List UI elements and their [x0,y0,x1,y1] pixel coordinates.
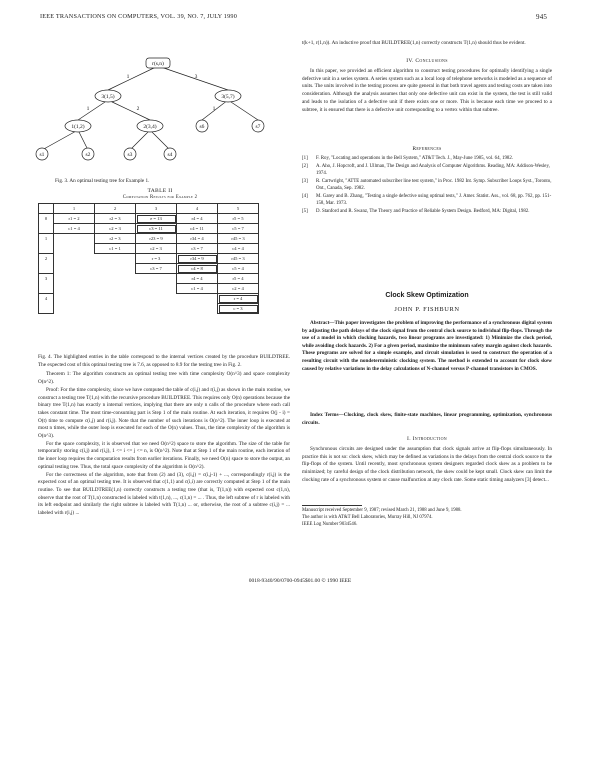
table-cell [136,294,177,304]
paper-author: JOHN P. FISHBURN [394,306,460,313]
table-cell: r23 = 9 [136,234,177,244]
table-cell [54,254,95,264]
table-cell: r4 = 4 [177,214,218,224]
table-cell: c = 3 [218,304,259,314]
reference-text: A. Aho, J. Hopcroft, and J. Ullman, The Design and Analysis of Computer Algorithms. Reading, MA: Addison-Wesley, 1974. [316,164,550,176]
table-cell [54,264,95,274]
edge-label: 2 [136,106,140,112]
tree-edge [158,66,228,90]
tree-edge [228,100,258,120]
introduction-text: Synchronous circuits are designed under the assumption that clock signals arrive at flip-flops simultaneously. In practice this is not so: clock skew, which may be defined as variations in the delays from the central clock source to the flip-flops of the system. Until recently, most synchronous system designers regarded clock skew as a problem to be minimized; by careful design of the clock distribution network, the skew could be kept small. Clock skew can limit the clocking rate of a synchronous system or cause malfunction at any clock rate. Some static timing analyzers [3] detect... [302,446,552,483]
table-cell [54,244,95,254]
table-cell: c5 = 7 [218,224,259,234]
table-row [39,244,259,254]
node-label: 2(3,4) [143,124,157,130]
table-cell: c4 = 11 [177,224,218,234]
table-cell [54,284,95,294]
node-label: 3(5,7) [221,94,235,100]
right-column-continuation: t(k+1, r(1,n)). An inductive proof that BUILDTREE(1,n) correctly constructs T(1,n) should thus be evident. [302,40,526,46]
table-row-index: 3 [39,274,54,284]
fig4-caption: Fig. 4. The highlighted entries in the table correspond to the internal vertices created by the procedure BUILDTREE. The expected cost of this optimal testing tree is 7.6, as opposed to 8.9 for the testing tree in Fig. 2. [38,354,290,368]
table-header-row [39,204,259,214]
tree-edge [78,130,88,150]
table-cell [54,294,95,304]
table-row [39,264,259,274]
table-cell: c4 = 4 [218,244,259,254]
table-cell [54,274,95,284]
reference-number: [3] [302,179,308,184]
table-cell: c1 = 1 [95,244,136,254]
proof-paragraph: Proof: For the time complexity, since we have computed the table of c(i,j) and r(i,j) as shown in the main routine, we construct a testing tree T(1,n) with the recursive procedure BUILDTREE. This requires only O(n) operations because the binary tree T(1,n) has exactly n internal vertices, implying that there are only n calls of the procedure where each call takes constant time. The most time-consuming part is Step 1 of the main routine. At each iteration, it requires O(j - i) = O(t) time to compute c(i,j) and r(i,j). Note that the number of such iterations is O(n^2). The inner loop is executed at most n times, while the outer loop is executed for each of the O(n) values. Thus, the time complexity of the algorithm is O(n^3). [38,386,290,440]
tree-edge [108,100,150,120]
edge-label: 1 [126,74,130,80]
table-cell [95,284,136,294]
conclusions-heading: IV. Conclusions [406,58,448,64]
introduction-heading: I. Introduction [407,436,447,442]
reference-item [302,163,552,177]
table-cell: r5 = 5 [218,214,259,224]
table-row-index: 2 [39,254,54,264]
figure-caption: Fig. 3. An optimal testing tree for Example 1. [55,178,150,184]
reference-item [302,178,552,192]
reference-text: R. Cartwright, "ATTE automated subscriber line test system," in Proc. 1982 Int. Symp. Subscriber Loops Syst., Toronto, Ont., Canada, Sep. 1982. [316,179,552,191]
paper-abstract: Abstract—This paper investigates the problem of improving the performance of a synchronous digital system by adjusting the path delays of the clock signal from the central clock source to individual flip-flops. Through the use of a model in which clocking hazards, two linear programs are investigated: 1) Minimize the clock period, while avoiding clock hazards. 2) For a given period, maximize the minimum safety margin against clock hazards. These programs are solved for a simple example, and circuit simulation is used to construct the operation of a resulting circuit with the nondeterministic clocking system. The method is extended to account for clock skew caused by relative variations in the delay calculations of N-channel versus P-channel transistors in CMOS. [302,320,552,372]
correctness-paragraph: For the correctness of the algorithm, note that from (2) and (3), c(i,j) = c(i,j-1) + ..., correspondingly r(i,j) is the expected cost of an optimal testing tree. It is observed that c(1,1) and c(i,i) are correctly computed at Step 1 of the main routine. To see that BUILDTREE(1,n) correctly constructs a testing tree (that is, T(1,n)) with expected cost c(1,n), observe that the root of T(1,n) constructed is labeled with t(1,n), ..., c(1,n) = ... . Thus, the left subtree of r is labeled with its left endpoint and similarly the right subtree is labeled with T(1,n) ... or, otherwise, the root of a subtree c(i,j) = ... labeled with r(i,j) ... [38,471,290,517]
tree-edge [78,100,108,120]
reference-item [302,208,552,215]
reference-number: [4] [302,194,308,199]
reference-item [302,193,552,207]
reference-number: [5] [302,209,308,214]
table-row-index [39,284,54,294]
table-row [39,254,259,264]
table-cell: r34 = 4 [177,234,218,244]
conclusions-text: In this paper, we provided an efficient algorithm to construct testing procedures for optimally identifying a single defective unit in a series system. A series system such as a local loop of telephone networks is modeled as a sequence of units. The units involved in the testing process are quite general in that both travel agents and testing costs are taken into consideration. Although the analysis assumes that only one defective unit can exist in the system, the test is still valid and leads to the isolation of a defective unit if there exists one or more. This is because each time we proceed to a subtree, it is ensured that there is a defective unit corresponding to a vertex within that subtree. [302,68,552,113]
table-cell: e = 13 [136,214,177,224]
table-cell: r45 = 3 [218,254,259,264]
table-cell: r34 = 9 [177,254,218,264]
table-cell [95,304,136,314]
node-label: 1(1,2) [71,124,85,130]
table-cell: c2 = 4 [218,284,259,294]
leaf-label: s7 [255,124,261,130]
copyright-footer: 0018-9340/90/0700-0945$01.00 © 1990 IEEE [248,578,352,584]
left-column-body [38,354,290,518]
results-table [38,203,259,314]
table-row-index: 4 [39,294,54,304]
table-cell [95,294,136,304]
footnote-rule [302,505,362,506]
table-row-index [39,264,54,274]
tree-edge [42,130,78,150]
table-cell [54,234,95,244]
page-number: 945 [536,13,548,21]
leaf-label: s2 [85,152,91,158]
tree-edge [150,130,170,150]
table-row-index: 1 [39,234,54,244]
table-header-cell: 5 [218,204,259,214]
table-cell [136,274,177,284]
table-cell [95,254,136,264]
table-cell [54,304,95,314]
table-row-index: 0 [39,214,54,224]
reference-number: [1] [302,156,308,161]
table-header-cell [39,204,54,214]
table-cell: c3 = 7 [136,264,177,274]
table-cell: c5 = 4 [218,264,259,274]
space-complexity-paragraph: For the space complexity, it is observed that we need O(n^2) space to store the algorithm. The size of the table for temporarily storing c(i,j) and r(i,j), 1 <= i <= j <= n, is O(n^2). Note that at Step 1 of the main routine, each iteration of the inner loop requires the computation results from earlier iterations. Finally, we need O(n) space to store the output, an optimal testing tree. Thus, the total space complexity of the algorithm is O(n^2). [38,440,290,470]
table-cell: c1 = 4 [177,284,218,294]
leaf-label: s4 [167,152,173,158]
edge-label: 3 [194,74,198,80]
references-heading: References [412,146,442,152]
results-table-wrap [38,203,259,314]
table-cell [136,304,177,314]
table-cell: c3 = 7 [177,244,218,254]
table-header-cell: 3 [136,204,177,214]
journal-header: IEEE TRANSACTIONS ON COMPUTERS, VOL. 39, NO. 7, JULY 1990 [40,13,237,20]
table-cell: c4 = 8 [177,264,218,274]
reference-item [302,155,552,162]
table-cell: c1 = 4 [54,224,95,234]
table-row [39,284,259,294]
edge-label: 1 [86,106,90,112]
index-terms: Index Terms—Clocking, clock skew, finite-state machines, linear programming, optimization, synchronous circuits. [302,412,552,426]
table-row [39,274,259,284]
table-row [39,294,259,304]
reference-text: F. Roy, "Locating and operations in the Bell System," AT&T Tech. J., May-June 1985, vol. 64, 1982. [316,156,514,161]
tree-edge [130,130,150,150]
table-cell: r2 = 3 [95,234,136,244]
table-row-index [39,224,54,234]
table-row [39,214,259,224]
table-cell [95,264,136,274]
reference-text: M. Garey and B. Zhang, "Testing a single defective using optimal tests," J. Amer. Statist. Ass., vol. 68, pp. 762, pp. 151-158, Mar. 1973. [316,194,552,206]
edge-label: 1 [212,106,216,112]
table-cell: r1 = 2 [54,214,95,224]
references-list [302,155,552,216]
paper-title: Clock Skew Optimization [385,292,469,299]
table-cell [177,294,218,304]
tree-edge [108,66,158,90]
theorem-1: Theorem 1: The algorithm constructs an optimal testing tree with time complexity O(n^3) and space complexity O(n^2). [38,371,290,386]
table-header-cell: 4 [177,204,218,214]
table-cell: r45 = 3 [218,234,259,244]
table-row [39,234,259,244]
table-row-index [39,304,54,314]
leaf-label: s3 [127,152,133,158]
table-subtitle: Computation Results for Example 2 [122,195,198,200]
table-cell [177,304,218,314]
table-cell: c3 = 11 [136,224,177,234]
reference-text: D. Stanford and R. Swanz, The Theory and Practice of Reliable System Design. Bedford, MA: Digital, 1982. [316,209,530,214]
table-cell: r2 = 3 [95,214,136,224]
reference-number: [2] [302,164,308,169]
node-label: 3(1,5) [101,94,115,100]
node-label: r(s,n) [152,61,164,67]
table-cell: r = 4 [218,294,259,304]
table-cell: r4 = 4 [177,274,218,284]
table-header-cell: 2 [95,204,136,214]
table-cell: c2 = 3 [95,224,136,234]
table-cell [95,274,136,284]
table-row [39,224,259,234]
table-cell: c2 = 3 [136,244,177,254]
testing-tree-figure [18,48,288,178]
footnote: Manuscript received September 9, 1987; revised March 21, 1988 and June 9, 1988. The author is with AT&T Bell Laboratories, Murray Hill, NJ 07974. IEEE Log Number 9034546. [302,508,462,527]
table-row [39,304,259,314]
table-cell: r5 = 4 [218,274,259,284]
leaf-label: s1 [39,152,45,158]
table-cell [136,284,177,294]
table-cell: r = 3 [136,254,177,264]
leaf-label: s6 [199,124,205,130]
table-title: TABLE II [147,188,173,194]
table-header-cell: 1 [54,204,95,214]
table-row-index [39,244,54,254]
